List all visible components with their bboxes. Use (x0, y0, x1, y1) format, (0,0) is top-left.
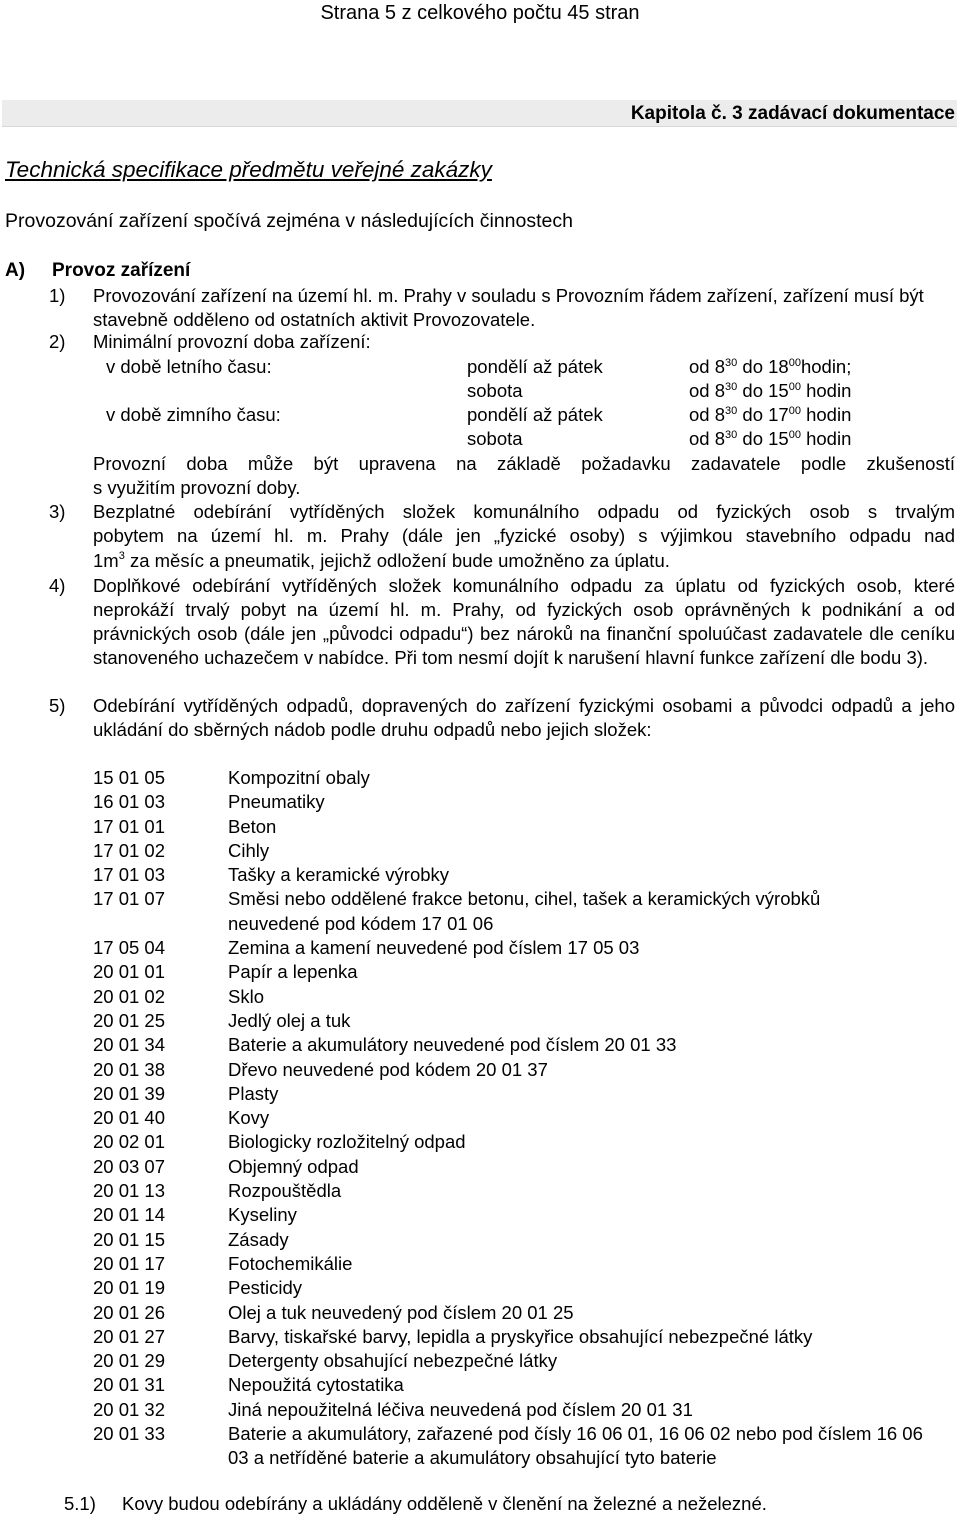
hours-range: od $8^{30}$ do $15^{00}$ hodin (689, 380, 852, 401)
item-5-text: Odebírání vytříděných odpadů, dopravených do zařízení fyzickými osobami a původci odpadů a jeho ukládání do sběrných nádob podle druhu odpadů nebo jejich složek: (93, 695, 955, 740)
list-item (93, 1130, 955, 1154)
waste-name: Olej a tuk neuvedený pod číslem 20 01 25 (228, 1301, 574, 1323)
list-item (93, 1179, 955, 1203)
list-item (93, 1058, 955, 1082)
waste-code: 20 01 17 (93, 1252, 166, 1274)
list-item (93, 1082, 955, 1106)
waste-name: Biologicky rozložitelný odpad (228, 1131, 466, 1153)
list-item (93, 1252, 955, 1276)
chapter-bar (2, 100, 957, 127)
waste-code: 20 01 25 (93, 1009, 166, 1031)
waste-code: 20 01 15 (93, 1228, 166, 1250)
days-label: pondělí až pátek (467, 404, 603, 425)
section-a-label: A) (5, 260, 26, 281)
waste-code: 20 01 32 (93, 1398, 166, 1420)
waste-code-list (93, 766, 955, 1471)
hours-range: od $8^{30}$ do $15^{00}$ hodin (689, 428, 852, 449)
subitem-5-1-number: 5.1) (64, 1493, 96, 1514)
days-label: sobota (467, 380, 523, 401)
waste-name: Jiná nepoužitelná léčiva neuvedená pod číslem 20 01 31 (228, 1398, 693, 1420)
waste-name: Pesticidy (228, 1277, 303, 1299)
waste-name: Směsi nebo oddělené frakce betonu, cihel, tašek a keramických výrobků neuvedené pod kódem 17 01 06 (228, 888, 821, 934)
document-title: Technická specifikace předmětu veřejné zakázky (5, 157, 492, 182)
waste-name: Sklo (228, 985, 264, 1007)
waste-name: Rozpouštědla (228, 1180, 342, 1202)
item-2-note-line-1: Provozní doba může být upravena na základě požadavku zadavatele podle zkušeností (93, 453, 955, 474)
list-item (93, 1106, 955, 1130)
waste-code: 20 01 19 (93, 1277, 166, 1299)
waste-name: Tašky a keramické výrobky (228, 864, 450, 886)
list-item (93, 1033, 955, 1057)
item-2-note-line-2: s využitím provozní doby. (93, 477, 301, 498)
list-item (93, 1422, 955, 1471)
waste-code: 17 01 03 (93, 864, 166, 886)
list-item (93, 1373, 955, 1397)
item-4-text: Doplňkové odebírání vytříděných složek komunálního odpadu za úplatu od fyzických osob, které neprokáží trvalý pobyt na území hl. m. Prahy, od fyzických osob oprávněných k podnikání a od právnických osob (dále jen „původci odpadu“) bez nároků na finanční spoluúčast zadavatele dle ceníku stanoveného uchazečem v nabídce. Při tom nesmí dojít k narušení hlavní funkce zařízení dle bodu 3). (93, 575, 955, 668)
waste-name: Kompozitní obaly (228, 767, 370, 788)
waste-code: 20 01 13 (93, 1180, 166, 1202)
list-item (93, 1276, 955, 1300)
list-item (93, 1228, 955, 1252)
period-summer: v době letního času: (106, 356, 272, 377)
item-3-line-1: Bezplatné odebírání vytříděných složek komunálního odpadu od fyzických osob s trvalým (93, 501, 955, 522)
list-item (93, 1349, 955, 1373)
item-1-number: 1) (49, 285, 66, 306)
list-item (93, 863, 955, 887)
list-item (93, 1203, 955, 1227)
item-3-line-2: pobytem na území hl. m. Prahy (dále jen „fyzické osoby) s výjimkou stavebního odpadu nad (93, 525, 955, 546)
item-4-number: 4) (49, 575, 66, 596)
waste-code: 20 01 38 (93, 1058, 166, 1080)
waste-name: Objemný odpad (228, 1155, 359, 1177)
list-item (93, 1398, 955, 1422)
item-2-heading: Minimální provozní doba zařízení: (93, 331, 371, 352)
waste-name: Kyseliny (228, 1204, 297, 1226)
hours-range: od $8^{30}$ do $17^{00}$ hodin (689, 404, 852, 425)
page-indicator: Strana 5 z celkového počtu 45 stran (320, 2, 640, 24)
waste-name: Zásady (228, 1228, 289, 1250)
list-item (93, 887, 955, 936)
waste-name: Plasty (228, 1082, 279, 1104)
intro-text: Provozování zařízení spočívá zejména v následujících činnostech (5, 210, 573, 232)
list-item (93, 1301, 955, 1325)
subitem-5-1-text: Kovy budou odebírány a ukládány odděleně v členění na železné a neželezné. (122, 1493, 767, 1514)
waste-code: 15 01 05 (93, 767, 166, 788)
waste-code: 16 01 03 (93, 791, 166, 813)
list-item (93, 790, 955, 814)
waste-name: Cihly (228, 839, 270, 861)
list-item (93, 815, 955, 839)
section-a-title: Provoz zařízení (52, 260, 191, 281)
waste-name: Pneumatiky (228, 791, 325, 813)
list-item (93, 1325, 955, 1349)
list-item (93, 985, 955, 1009)
waste-code: 20 01 27 (93, 1325, 166, 1347)
item-3-line-3: $1m^3$ za měsíc a pneumatik, jejichž odložení bude umožněno za úplatu. (93, 550, 670, 571)
waste-name: Baterie a akumulátory, zařazené pod čísly 16 06 01, 16 06 02 nebo pod číslem 16 06 03 a netříděné baterie a akumulátory obsahující tyto baterie (228, 1423, 923, 1469)
waste-name: Zemina a kamení neuvedené pod číslem 17 05 03 (228, 937, 640, 959)
waste-code: 20 01 31 (93, 1374, 166, 1396)
days-label: pondělí až pátek (467, 356, 603, 377)
list-item (93, 766, 955, 790)
waste-code: 17 01 07 (93, 888, 166, 910)
waste-name: Detergenty obsahující nebezpečné látky (228, 1350, 558, 1372)
waste-name: Kovy (228, 1107, 270, 1129)
hours-range: od $8^{30}$ do $18^{00}hodin$; (689, 356, 852, 377)
item-1-text: Provozování zařízení na území hl. m. Prahy v souladu s Provozním řádem zařízení, zařízení musí být stavebně odděleno od ostatních aktivit Provozovatele. (93, 285, 924, 330)
chapter-label: Kapitola č. 3 zadávací dokumentace (630, 103, 955, 124)
waste-code: 17 01 01 (93, 815, 166, 837)
period-winter: v době zimního času: (106, 404, 281, 425)
list-item (93, 1155, 955, 1179)
waste-code: 20 01 39 (93, 1082, 166, 1104)
waste-code: 20 01 01 (93, 961, 166, 983)
list-item (93, 839, 955, 863)
waste-code: 20 01 33 (93, 1423, 166, 1445)
item-3-number: 3) (49, 501, 66, 522)
waste-code: 20 01 34 (93, 1034, 166, 1056)
waste-code: 20 03 07 (93, 1155, 166, 1177)
waste-name: Baterie a akumulátory neuvedené pod číslem 20 01 33 (228, 1034, 677, 1056)
days-label: sobota (467, 428, 523, 449)
waste-code: 20 01 40 (93, 1107, 166, 1129)
item-2-number: 2) (49, 331, 66, 352)
waste-name: Fotochemikálie (228, 1252, 353, 1274)
waste-name: Beton (228, 815, 277, 837)
list-item (93, 960, 955, 984)
waste-name: Jedlý olej a tuk (228, 1009, 351, 1031)
list-item (93, 1009, 955, 1033)
waste-name: Dřevo neuvedené pod kódem 20 01 37 (228, 1058, 548, 1080)
waste-name: Barvy, tiskařské barvy, lepidla a pryskyřice obsahující nebezpečné látky (228, 1325, 813, 1347)
list-item (93, 936, 955, 960)
item-5-number: 5) (49, 695, 66, 716)
waste-name: Nepoužitá cytostatika (228, 1374, 404, 1396)
waste-code: 20 01 26 (93, 1301, 166, 1323)
waste-code: 20 01 14 (93, 1204, 166, 1226)
waste-code: 17 05 04 (93, 937, 166, 959)
waste-code: 17 01 02 (93, 839, 166, 861)
waste-code: 20 01 02 (93, 985, 166, 1007)
waste-name: Papír a lepenka (228, 961, 358, 983)
waste-code: 20 02 01 (93, 1131, 166, 1153)
waste-code: 20 01 29 (93, 1350, 166, 1372)
